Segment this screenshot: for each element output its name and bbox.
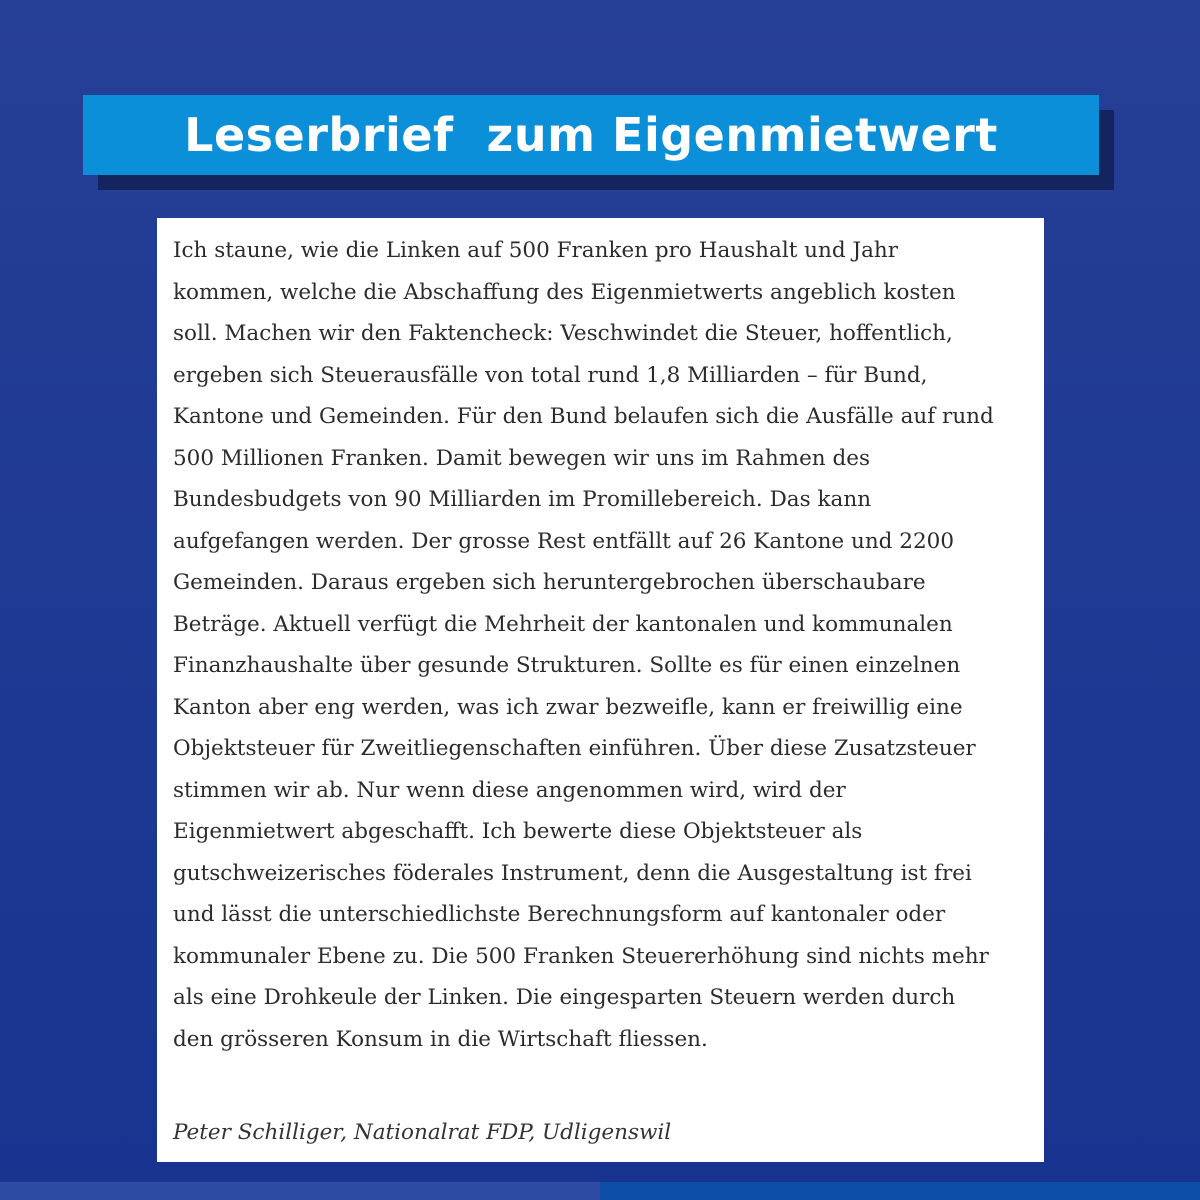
letter-line: Ich staune, wie die Linken auf 500 Franken pro Haushalt und Jahr	[173, 238, 899, 263]
letter-line: Kantone und Gemeinden. Für den Bund belaufen sich die Ausfälle auf rund	[173, 404, 994, 429]
bottom-strip	[0, 1182, 1200, 1200]
letter-line: gutschweizerisches föderales Instrument, denn die Ausgestaltung ist frei	[173, 860, 972, 886]
letter-line: 500 Millionen Franken. Damit bewegen wir uns im Rahmen des	[173, 445, 870, 471]
letter-line: Finanzhaushalte über gesunde Strukturen. Sollte es für einen einzelnen	[173, 653, 961, 678]
bottom-strip-left	[0, 1182, 600, 1200]
letter-line: stimmen wir ab. Nur wenn diese angenommen wird, wird der	[173, 777, 846, 803]
letter-line: Bundesbudgets von 90 Milliarden im Promillebereich. Das kann	[173, 487, 872, 512]
letter-line: kommen, welche die Abschaffung des Eigenmietwerts angeblich kosten	[173, 279, 956, 305]
bottom-strip-right	[600, 1182, 1200, 1200]
letter-signature: Peter Schilliger, Nationalrat FDP, Udligenswil	[173, 1120, 672, 1145]
letter-line: und lässt die unterschiedlichste Berechnungsform auf kantonaler oder	[173, 902, 946, 927]
letter-line: Beträge. Aktuell verfügt die Mehrheit der kantonalen und kommunalen	[173, 611, 953, 637]
letter-line: soll. Machen wir den Faktencheck: Veschwindet die Steuer, hoffentlich,	[173, 321, 953, 346]
letter-line: den grösseren Konsum in die Wirtschaft fliessen.	[173, 1026, 708, 1052]
letter-line: kommunaler Ebene zu. Die 500 Franken Steuererhöhung sind nichts mehr	[173, 943, 989, 969]
letter-line: als eine Drohkeule der Linken. Die eingesparten Steuern werden durch	[173, 985, 956, 1010]
letter-line: aufgefangen werden. Der grosse Rest entfällt auf 26 Kantone und 2200	[173, 528, 954, 554]
letter-panel	[157, 218, 1044, 1162]
letter-line: Gemeinden. Daraus ergeben sich heruntergebrochen überschaubare	[173, 570, 926, 595]
title-banner	[83, 95, 1099, 175]
page-title: Leserbrief zum Eigenmietwert	[184, 108, 998, 162]
letter-line: Kanton aber eng werden, was ich zwar bezweifle, kann er freiwillig eine	[173, 694, 963, 720]
letter-line: ergeben sich Steuerausfälle von total rund 1,8 Milliarden – für Bund,	[173, 362, 928, 388]
letter-body	[173, 230, 1030, 1060]
letter-line: Eigenmietwert abgeschafft. Ich bewerte diese Objektsteuer als	[173, 819, 863, 844]
letter-line: Objektsteuer für Zweitliegenschaften einführen. Über diese Zusatzsteuer	[173, 736, 976, 761]
